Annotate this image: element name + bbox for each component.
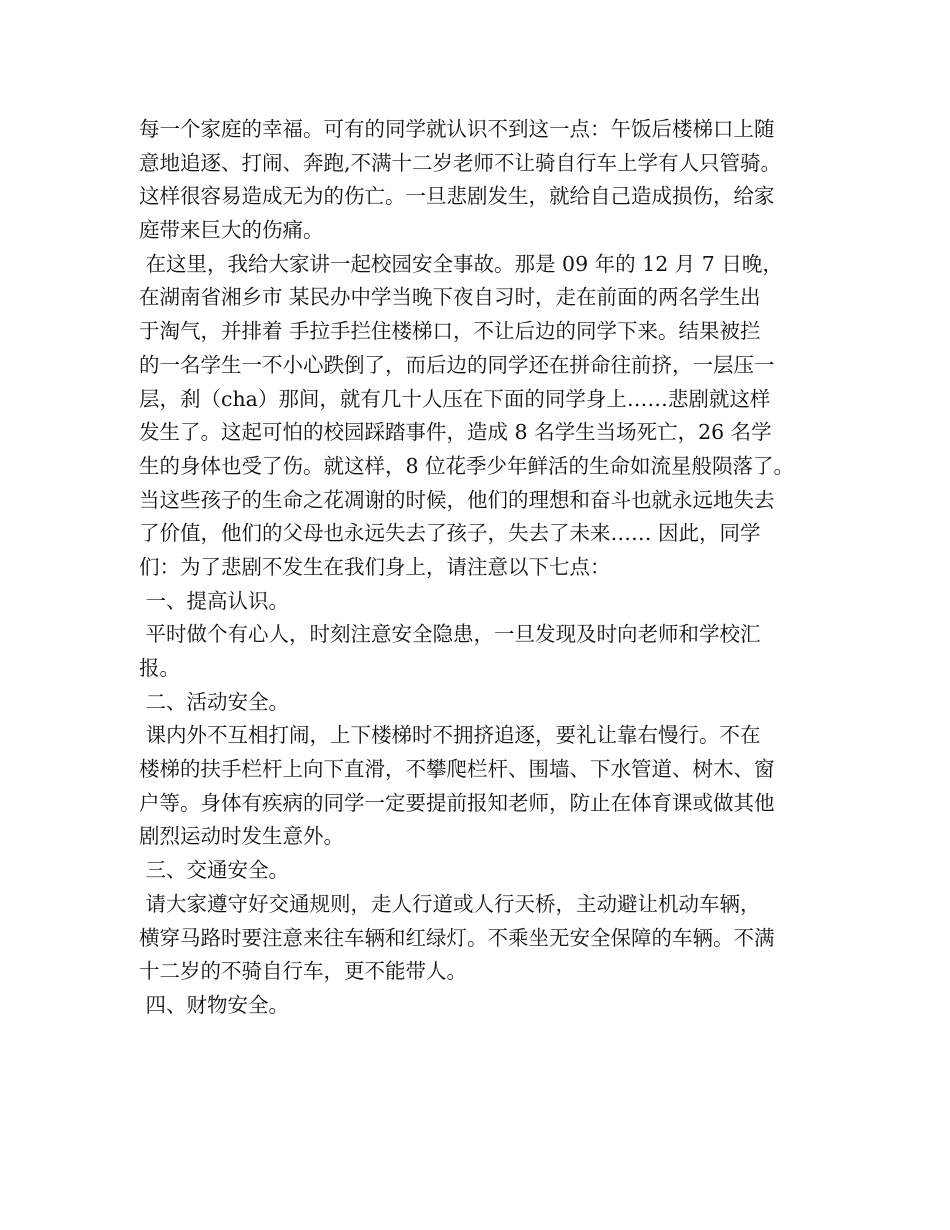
text-line: 层，刹（cha）那间，就有几十人压在下面的同学身上……悲剧就这样 — [139, 386, 771, 411]
text-line: 当这些孩子的生命之花凋谢的时候，他们的理想和奋斗也就永远地失去 — [139, 487, 775, 512]
text-line: 报。 — [139, 656, 180, 680]
text-line: 十二岁的不骑自行车，更不能带人。 — [139, 959, 467, 984]
text-line: 于淘气，并排着 手拉手拦住楼梯口，不让后边的同学下来。结果被拦 — [139, 319, 761, 344]
text-line: 发生了。这起可怕的校园踩踏事件，造成 8 名学生当场死亡，26 名学 — [139, 420, 772, 445]
section-heading: 三、交通安全。 — [139, 858, 290, 883]
document-body — [139, 113, 839, 1023]
text-line: 课内外不互相打闹，上下楼梯时不拥挤追逐，要礼让靠右慢行。不在 — [139, 723, 761, 748]
text-line: 们：为了悲剧不发生在我们身上，请注意以下七点： — [139, 554, 611, 579]
text-line: 户等。身体有疾病的同学一定要提前报知老师，防止在体育课或做其他 — [139, 790, 775, 815]
section-heading: 二、活动安全。 — [139, 689, 290, 714]
text-line: 意地追逐、打闹、奔跑,不满十二岁老师不让骑自行车上学有人只管骑。 — [139, 150, 782, 175]
text-line: 这样很容易造成无为的伤亡。一旦悲剧发生，就给自己造成损伤，给家 — [139, 184, 775, 209]
section-heading: 四、财物安全。 — [139, 992, 290, 1017]
text-line: 平时做个有心人，时刻注意安全隐患，一旦发现及时向老师和学校汇 — [139, 622, 761, 647]
text-line: 剧烈运动时发生意外。 — [139, 824, 344, 849]
text-line: 横穿马路时要注意来往车辆和红绿灯。不乘坐无安全保障的车辆。不满 — [139, 925, 775, 950]
text-line: 在湖南省湘乡市 某民办中学当晚下夜自习时，走在前面的两名学生出 — [139, 285, 761, 310]
text-line: 的一名学生一不小心跌倒了，而后边的同学还在拼命往前挤，一层压一 — [139, 352, 775, 377]
text-line: 生的身体也受了伤。就这样，8 位花季少年鲜活的生命如流星般陨落了。 — [139, 453, 795, 478]
text-line: 每一个家庭的幸福。可有的同学就认识不到这一点：午饭后楼梯口上随 — [139, 117, 775, 141]
text-line: 请大家遵守好交通规则，走人行道或人行天桥，主动避让机动车辆， — [139, 891, 761, 916]
section-heading: 一、提高认识。 — [139, 588, 290, 613]
text-line: 了价值，他们的父母也永远失去了孩子，失去了未来…… 因此，同学 — [139, 521, 761, 546]
text-line: 楼梯的扶手栏杆上向下直滑，不攀爬栏杆、围墙、下水管道、树木、窗 — [139, 757, 775, 782]
text-line: 庭带来巨大的伤痛。 — [139, 218, 324, 243]
text-line: 在这里，我给大家讲一起校园安全事故。那是 09 年的 12 月 7 日晚， — [139, 251, 783, 276]
